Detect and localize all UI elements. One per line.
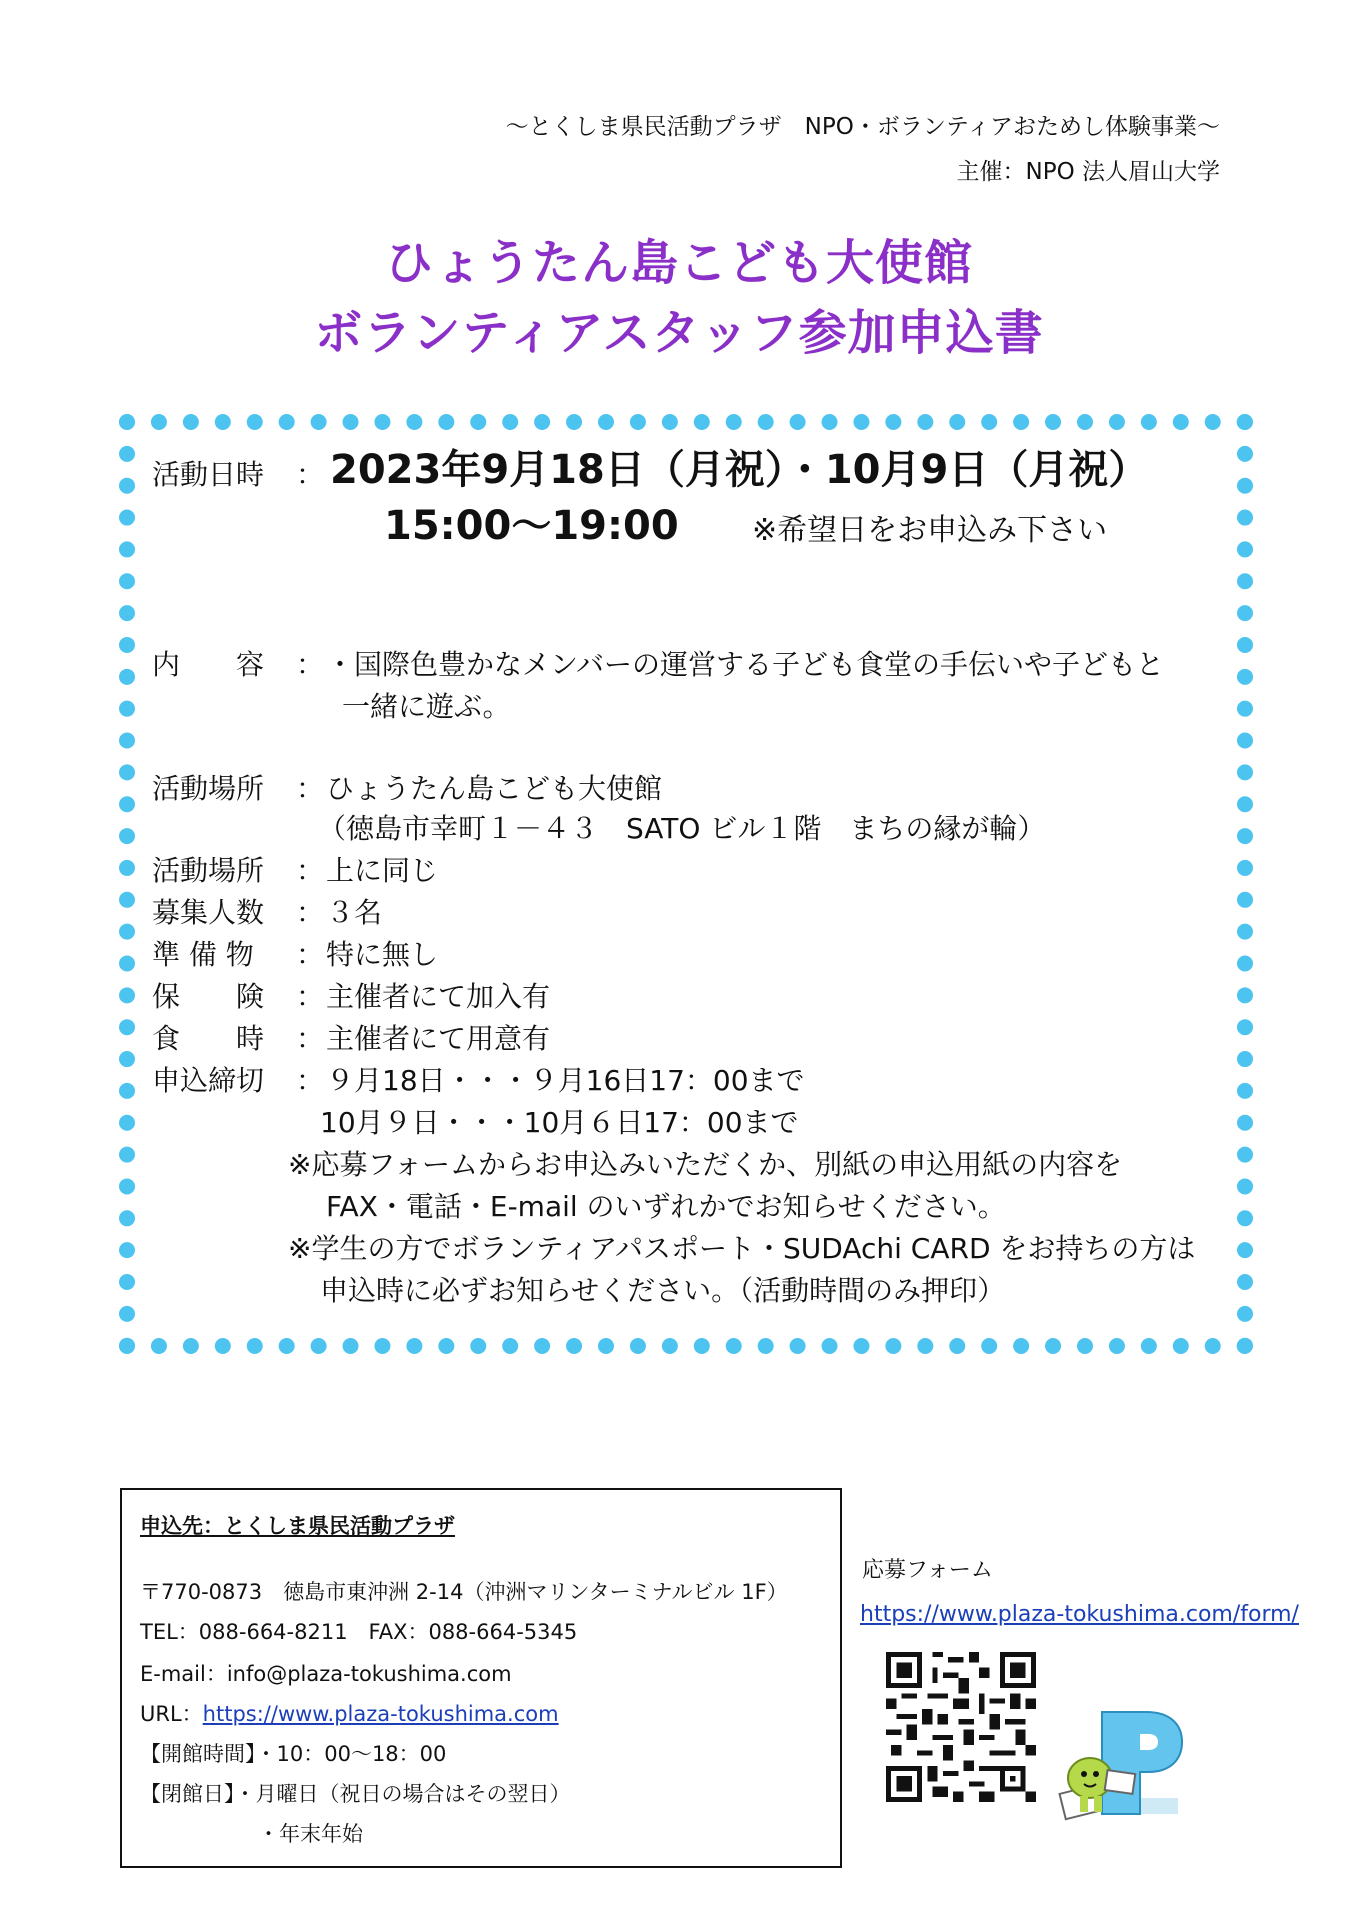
qr-code-icon[interactable] — [886, 1652, 1036, 1802]
recruit-colon: ： — [296, 896, 325, 929]
deadline-line1: ９月18日・・・９月16日17：00まで — [326, 1064, 805, 1097]
page-title: ひょうたん島こども大使館 — [384, 235, 973, 291]
insurance-value: 主催者にて加入有 — [326, 980, 551, 1013]
place-line2: （徳島市幸町１－４３ SATO ビル１階 まちの縁が輪） — [318, 812, 1046, 845]
contact-hours: 【開館時間】・10：00～18：00 — [140, 1742, 447, 1766]
contact-telfax: TEL：088-664-8211 FAX：088-664-5345 — [140, 1620, 578, 1644]
time-note: ※希望日をお申込み下さい — [752, 513, 1108, 548]
place-label: 活動場所 — [152, 772, 265, 805]
note1-line1: ※応募フォームからお申込みいただくか、別紙の申込用紙の内容を — [288, 1148, 1123, 1181]
date-colon: ： — [296, 458, 325, 491]
contact-url-row — [140, 1700, 559, 1728]
content-line2: 一緒に遊ぶ。 — [342, 690, 511, 723]
contact-closed-line2: ・年末年始 — [258, 1822, 363, 1846]
content-label: 内 容 — [152, 648, 265, 681]
note2-line1: ※学生の方でボランティアパスポート・SUDAchi CARD をお持ちの方は — [288, 1232, 1196, 1265]
place2-value: 上に同じ — [326, 854, 439, 887]
date-label: 活動日時 — [152, 458, 265, 491]
insurance-label: 保 険 — [152, 980, 265, 1013]
place-line1: ひょうたん島こども大使館 — [326, 772, 663, 805]
contact-url-link[interactable]: https://www.plaza-tokushima.com — [202, 1702, 559, 1726]
bring-value: 特に無し — [326, 938, 439, 971]
recruit-label: 募集人数 — [152, 896, 265, 929]
contact-email: E-mail：info@plaza-tokushima.com — [140, 1662, 512, 1686]
contact-address: 〒770-0873 徳島市東沖洲 2-14（沖洲マリンターミナルビル 1F） — [140, 1580, 788, 1604]
place2-colon: ： — [296, 854, 325, 887]
form-url-link[interactable]: https://www.plaza-tokushima.com/form/ — [860, 1602, 1299, 1627]
contact-heading: 申込先：とくしま県民活動プラザ — [140, 1514, 455, 1538]
deadline-colon: ： — [296, 1064, 325, 1097]
meal-colon: ： — [296, 1022, 325, 1055]
content-colon: ： — [296, 648, 325, 681]
note1-line2: FAX・電話・E-mail のいずれかでお知らせください。 — [326, 1190, 1006, 1223]
note2-line2: 申込時に必ずお知らせください。（活動時間のみ押印） — [320, 1274, 1006, 1307]
date-value: 2023年9月18日（月祝）・10月9日（月祝） — [330, 447, 1149, 493]
header-organizer: 主催：NPO 法人眉山大学 — [956, 159, 1220, 185]
content-line1: ・国際色豊かなメンバーの運営する子ども食堂の手伝いや子どもと — [326, 648, 1165, 681]
place2-label: 活動場所 — [152, 854, 265, 887]
contact-box — [120, 1488, 842, 1868]
page-title-sub: ボランティアスタッフ参加申込書 — [314, 305, 1044, 361]
deadline-line2: 10月９日・・・10月６日17：00まで — [320, 1106, 799, 1139]
mascot-icon — [1040, 1706, 1188, 1824]
recruit-value: ３名 — [326, 896, 383, 929]
header-subtitle: ～とくしま県民活動プラザ NPO・ボランティアおためし体験事業～ — [505, 114, 1220, 140]
contact-closed-line1: 【閉館日】・月曜日（祝日の場合はその翌日） — [140, 1782, 571, 1806]
form-label: 応募フォーム — [862, 1558, 993, 1583]
place-colon: ： — [296, 772, 325, 805]
meal-value: 主催者にて用意有 — [326, 1022, 551, 1055]
contact-url-label: URL： — [140, 1702, 203, 1726]
bring-label: 準 備 物 — [152, 938, 254, 971]
bring-colon: ： — [296, 938, 325, 971]
time-value: 15:00～19:00 — [384, 503, 679, 549]
meal-label: 食 時 — [152, 1022, 265, 1055]
insurance-colon: ： — [296, 980, 325, 1013]
deadline-label: 申込締切 — [152, 1064, 265, 1097]
